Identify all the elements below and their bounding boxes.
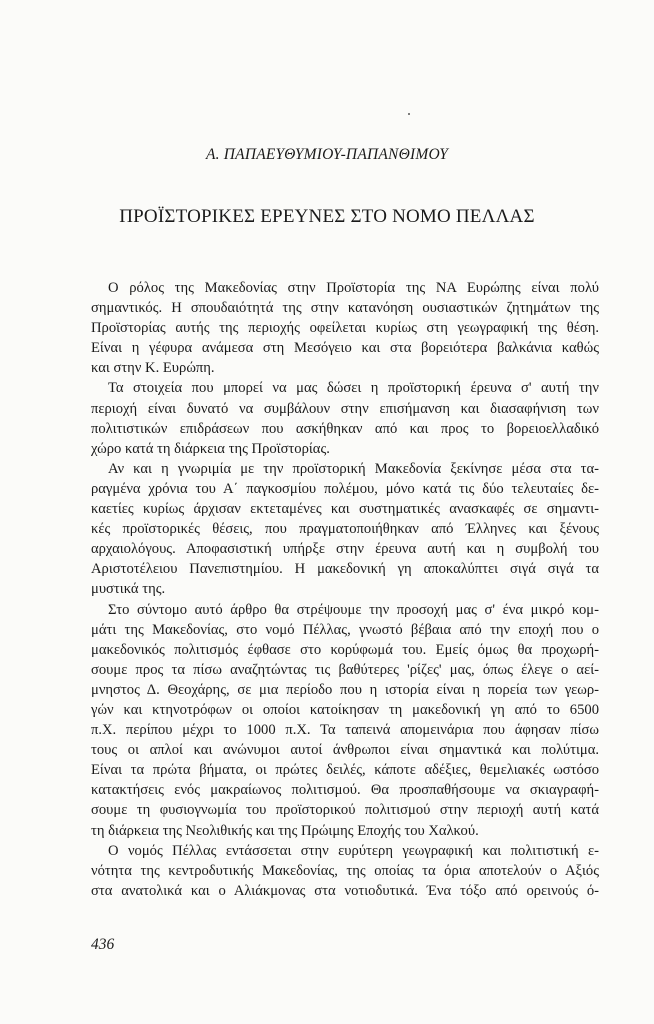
scan-speck	[408, 113, 410, 115]
text-line: γών και κτηνοτρόφων οι οποίοι κατοίκησαν τη μακεδονική γη από το 6500	[91, 701, 599, 718]
article-title: ΠΡΟΪΣΤΟΡΙΚΕΣ ΕΡΕΥΝΕΣ ΣΤΟ ΝΟΜΟ ΠΕΛΛΑΣ	[119, 206, 535, 227]
text-line: αρχαιολόγους. Αποφασιστική υπήρξε στην έρευνα αυτή και η συμβολή του	[91, 541, 599, 558]
text-line: πολιτιστικών επιδράσεων που ασκήθηκαν από και προς το βορειοελλαδικό	[91, 420, 599, 437]
text-line: μυστικά της.	[91, 581, 166, 598]
article-body	[91, 278, 599, 901]
text-line: τους οι απλοί και ανώνυμοι αυτοί άνθρωποι είναι σημαντικά και πολύτιμα.	[91, 742, 599, 759]
text-line: καετίες κυρίως άρχισαν εκτεταμένες και συστηματικές ανασκαφές σε σημαντι-	[91, 501, 599, 518]
text-line: κατακτήσεις ενός μακραίωνος πολιτισμού. Θα προσπαθήσουμε να σκιαγραφή-	[91, 782, 599, 799]
text-line: Προϊστορίας αυτής της περιοχής οφείλεται κυρίως στη γεωγραφική της θέση.	[91, 320, 599, 337]
text-line: κές προϊστορικές θέσεις, που πραγματοποιήθηκαν από Έλληνες και ξένους	[91, 521, 599, 538]
text-line: Τα στοιχεία που μπορεί να μας δώσει η προϊστορική έρευνα σ' αυτή την	[108, 380, 599, 397]
text-line: μάτι της Μακεδονίας, στο νομό Πέλλας, γνωστό βέβαια από την εποχή που ο	[91, 621, 599, 638]
text-line: Αριστοτέλειου Πανεπιστημίου. Η μακεδονική γη αποκαλύπτει σιγά σιγά τα	[91, 561, 599, 578]
page-number: 436	[91, 936, 115, 953]
text-line: χώρο κατά τη διάρκεια της Προϊστορίας.	[91, 440, 330, 457]
text-line: νότητα της κεντροδυτικής Μακεδονίας, της οποίας τα όρια αποτελούν ο Αξιός	[91, 862, 599, 879]
text-line: Ο ρόλος της Μακεδονίας στην Προϊστορία της ΝΑ Ευρώπης είναι πολύ	[108, 280, 599, 296]
text-line: π.Χ. περίπου μέχρι το 1000 π.Χ. Τα ταπεινά απομεινάρια που άφησαν πίσω	[91, 722, 599, 739]
text-line: και στην Κ. Ευρώπη.	[91, 360, 215, 377]
text-line: Ο νομός Πέλλας εντάσσεται στην ευρύτερη γεωγραφική και πολιτιστική ε-	[108, 842, 599, 859]
text-line: Στο σύντομο αυτό άρθρο θα στρέψουμε την προσοχή μας σ' ένα μικρό κομ-	[108, 601, 599, 618]
text-line: Είναι η γέφυρα ανάμεσα στη Μεσόγειο και στα βορειότερα βαλκάνια καθώς	[91, 340, 599, 357]
text-line: μακεδονικός πολιτισμός έφθασε στο κορύφωμά του. Εμείς όμως θα προχωρή-	[91, 641, 599, 658]
text-line: σουμε προς τα πίσω αναζητώντας τις βαθύτερες 'ρίζες' μας, όπως έλεγε ο αεί-	[91, 661, 599, 678]
author-name: Α. ΠΑΠΑΕΥΘΥΜΙΟΥ-ΠΑΠΑΝΘΙΜΟΥ	[205, 146, 449, 163]
text-line: ραγμένα χρόνια του Α΄ παγκοσμίου πολέμου, μόνο κατά τις δύο τελευταίες δε-	[91, 480, 599, 497]
text-line: Είναι τα πρώτα βήματα, οι πρώτες δειλές, κάποτε αδέξιες, θεμελιακές ωστόσο	[91, 762, 599, 779]
text-line: στα ανατολικά και ο Αλιάκμονας στα νοτιοδυτικά. Ένα τόξο από ορεινούς ό-	[91, 882, 599, 899]
text-line: τη διάρκεια της Νεολιθικής και της Πρώιμης Εποχής του Χαλκού.	[91, 822, 479, 839]
text-line: μνηστος Δ. Θεοχάρης, σε μια περίοδο που η ιστορία είναι η πορεία των γεωρ-	[91, 681, 599, 698]
text-line: σημαντικός. Η σπουδαιότητά της στην κατανόηση ουσιαστικών ζητημάτων της	[91, 300, 599, 317]
text-line: Αν και η γνωριμία με την προϊστορική Μακεδονία ξεκίνησε μέσα στα τα-	[108, 460, 599, 477]
text-line: περιοχή είναι δυνατό να συμβάλουν στην επισήμανση και διασαφήνιση των	[91, 400, 599, 417]
text-line: σουμε τη φυσιογνωμία του προϊστορικού πολιτισμού στην περιοχή αυτή κατά	[91, 802, 599, 819]
